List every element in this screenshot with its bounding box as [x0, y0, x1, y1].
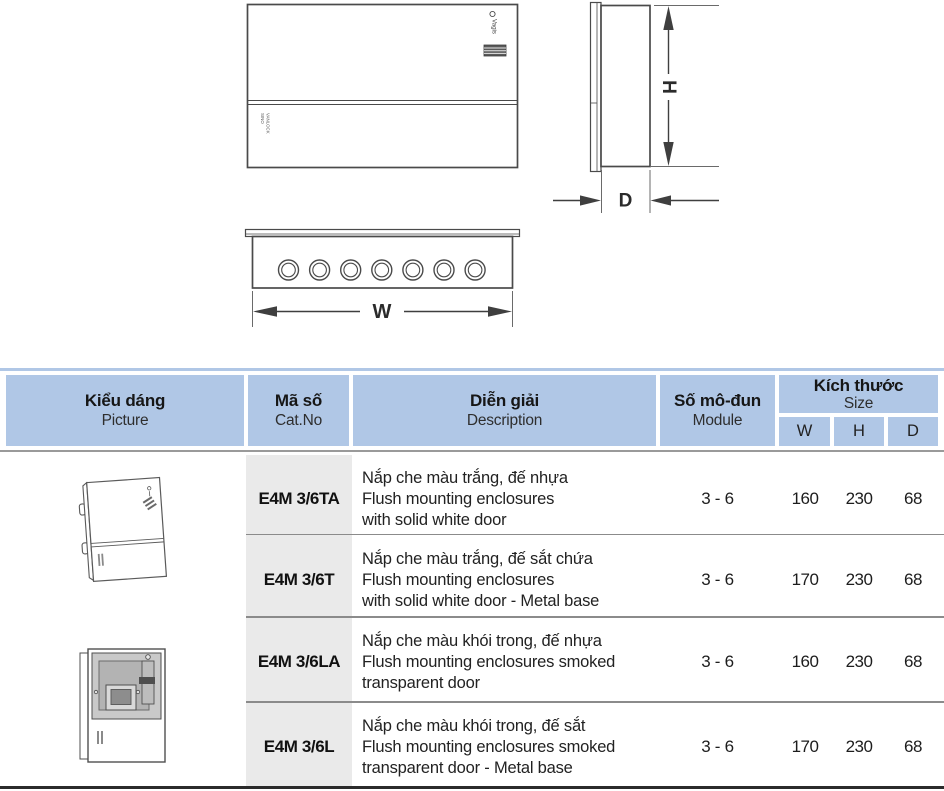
arrow-up-icon: [663, 6, 673, 30]
header-size-h: H: [834, 417, 884, 446]
header-picture-vi: Kiểu dáng: [84, 391, 166, 411]
catno-cell: E4M 3/6LA: [257, 652, 341, 671]
table-bottom-border: [0, 786, 944, 789]
header-description-en: Description: [466, 412, 543, 430]
dimension-label-h: H: [658, 80, 679, 94]
header-description-vi: Diễn giải: [469, 391, 540, 411]
description-cell: [362, 549, 656, 612]
header-picture-en: Picture: [101, 412, 149, 430]
row-separator: [246, 701, 944, 703]
description-line: Flush mounting enclosures smoked: [362, 738, 616, 756]
module-cell: 3 - 6: [701, 489, 734, 508]
header-size-w: W: [779, 417, 830, 446]
header-description: [353, 375, 656, 446]
size-d-cell: 68: [904, 570, 922, 589]
header-size-en: Size: [843, 394, 874, 412]
header-module-en: Module: [692, 412, 743, 430]
technical-drawings: [0, 0, 944, 360]
arrow-right-icon: [580, 195, 601, 205]
description-line: with solid white door: [362, 511, 507, 529]
header-catno: [248, 375, 349, 446]
catno-cell: E4M 3/6TA: [258, 489, 340, 508]
header-size-vi: Kích thước: [813, 375, 904, 395]
size-w-cell: 160: [791, 652, 819, 671]
size-d-cell: 68: [904, 489, 922, 508]
dimension-h: [650, 6, 719, 167]
header-size-d: D: [888, 417, 938, 446]
catno-cell: E4M 3/6T: [263, 570, 335, 589]
product-image-solid-door: [58, 467, 188, 592]
size-w-cell: 170: [791, 570, 819, 589]
header-module: [660, 375, 775, 446]
module-cell: 3 - 6: [701, 737, 734, 756]
module-cell: 3 - 6: [701, 570, 734, 589]
description-line: Nắp che màu khói trong, đế sắt: [362, 717, 586, 735]
arrow-right-icon: [488, 306, 512, 316]
vent-grille-icon: [484, 45, 506, 56]
description-line: Nắp che màu khói trong, đế nhựa: [362, 632, 602, 650]
row-separator: [246, 616, 944, 618]
header-catno-vi: Mã số: [274, 391, 323, 411]
description-cell: [362, 716, 656, 779]
dimension-label-w: W: [372, 301, 392, 323]
product-image-transparent-door: [58, 638, 188, 776]
description-line: Flush mounting enclosures smoked: [362, 653, 616, 671]
size-w-cell: 170: [791, 737, 819, 756]
size-h-cell: 230: [845, 570, 873, 589]
header-size: [779, 375, 938, 413]
svg-text:VANLOCK: VANLOCK: [265, 113, 271, 134]
arrow-down-icon: [663, 142, 673, 166]
brand-logo-text: Vagis: [490, 19, 498, 35]
dimension-d: [553, 170, 719, 213]
size-w-cell: 160: [791, 489, 819, 508]
bottom-view-drawing: [246, 230, 520, 289]
catno-cell: E4M 3/6L: [263, 737, 335, 756]
dimension-w: [253, 291, 513, 327]
row-separator: [246, 534, 944, 536]
header-catno-en: Cat.No: [274, 412, 323, 430]
description-cell: [362, 468, 656, 531]
header-separator-line: [0, 450, 944, 452]
size-d-cell: 68: [904, 737, 922, 756]
description-line: Flush mounting enclosures: [362, 571, 555, 589]
description-line: transparent door: [362, 674, 480, 692]
description-line: with solid white door - Metal base: [362, 592, 600, 610]
side-view-drawing: [591, 3, 651, 172]
description-line: Nắp che màu trắng, đế nhựa: [362, 469, 568, 487]
description-line: Flush mounting enclosures: [362, 490, 555, 508]
dimension-label-d: D: [618, 190, 633, 212]
size-h-cell: 230: [845, 489, 873, 508]
front-view-drawing: [248, 5, 518, 168]
description-line: Nắp che màu trắng, đế sắt chứa: [362, 550, 593, 568]
size-h-cell: 230: [845, 652, 873, 671]
arrow-left-icon: [253, 306, 277, 316]
size-h-cell: 230: [845, 737, 873, 756]
svg-text:SINO: SINO: [260, 113, 265, 124]
mini-logo-icon: [147, 486, 151, 490]
size-d-cell: 68: [904, 652, 922, 671]
arrow-left-icon: [651, 195, 672, 205]
table-top-accent-line: [0, 368, 944, 371]
description-cell: [362, 631, 656, 694]
header-picture: [6, 375, 244, 446]
module-cell: 3 - 6: [701, 652, 734, 671]
header-module-vi: Số mô-đun: [674, 391, 761, 411]
description-line: transparent door - Metal base: [362, 759, 573, 777]
